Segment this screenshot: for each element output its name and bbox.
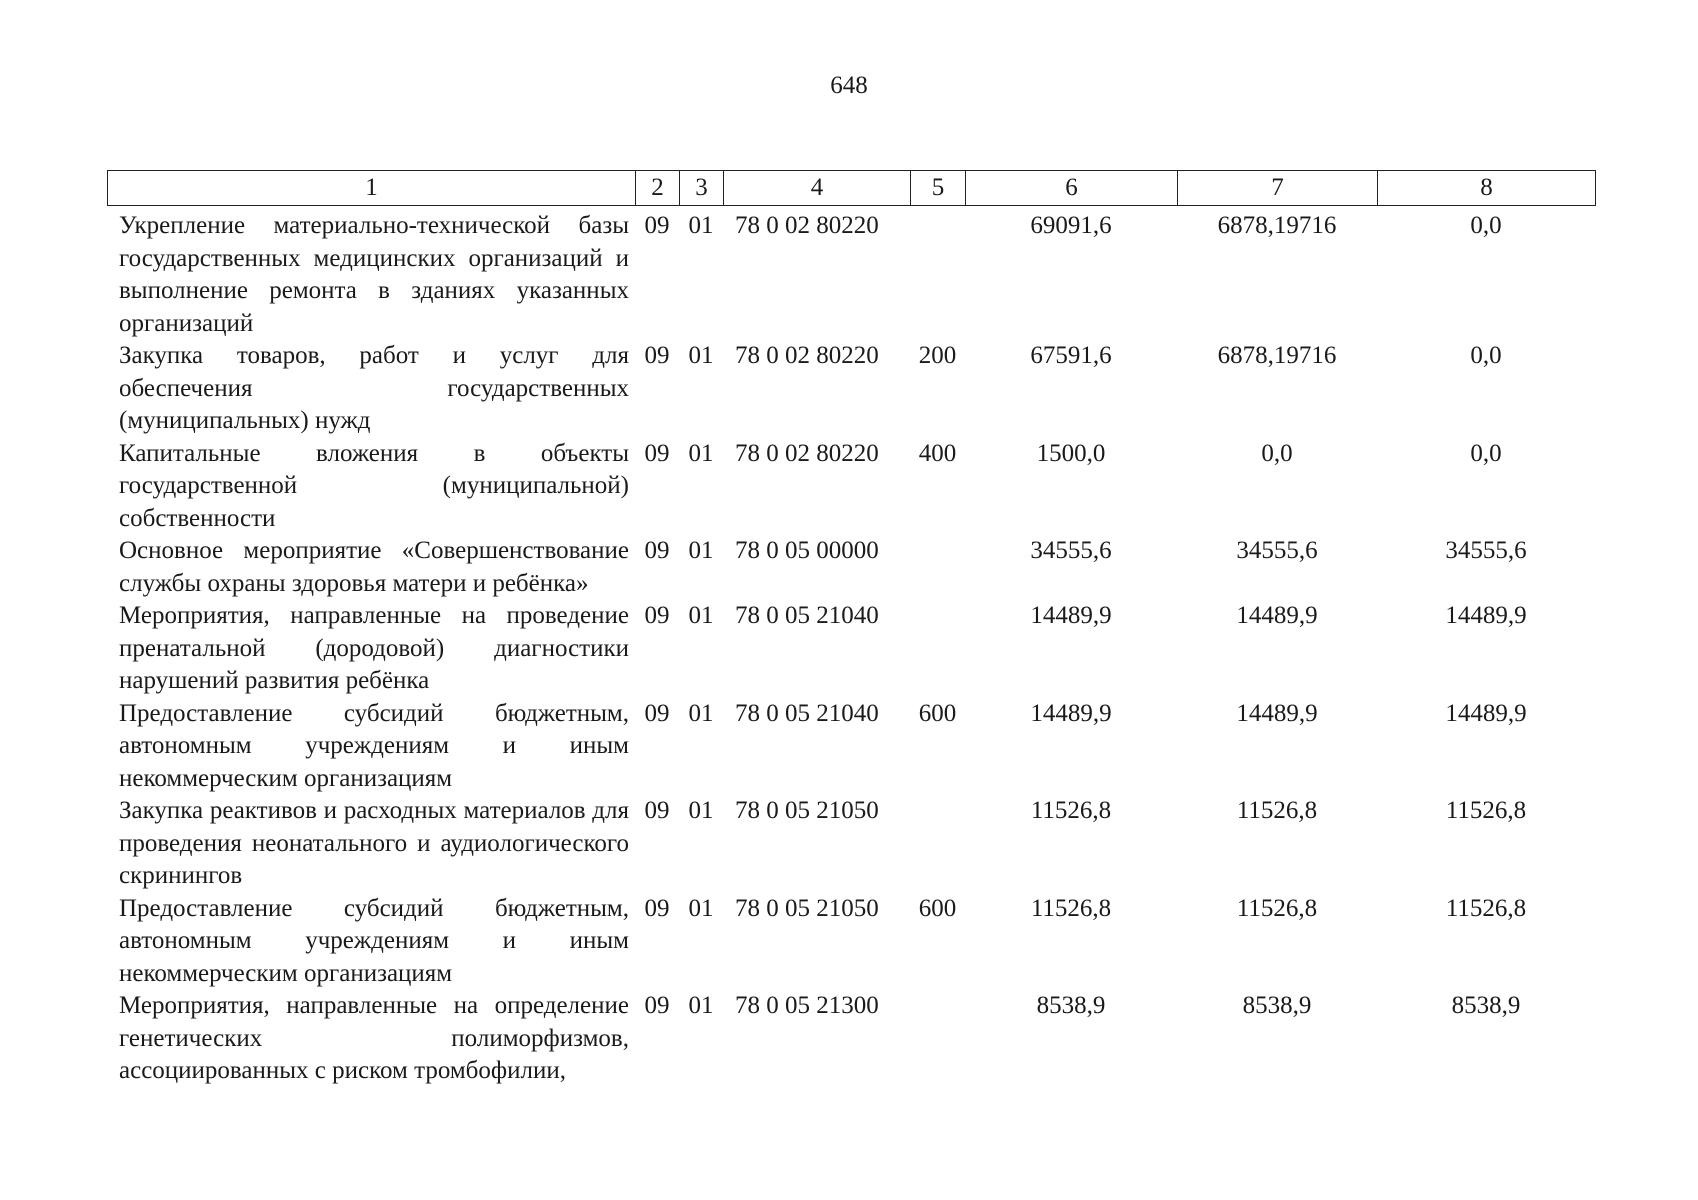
row-value-8: 0,0 <box>1470 342 1502 369</box>
row-target-article: 78 0 05 00000 <box>735 537 879 564</box>
row-target-article: 78 0 05 21050 <box>735 797 879 824</box>
row-value-7: 6878,19716 <box>1217 342 1337 369</box>
row-value-6: 8538,9 <box>1036 992 1106 1019</box>
header-col-8: 8 <box>1378 171 1596 206</box>
row-subsection: 01 <box>688 439 714 467</box>
row-name: Капитальные вложения в объекты государственной (муниципальной) собственности <box>119 439 629 532</box>
row-section: 09 <box>644 992 670 1019</box>
row-target-article: 78 0 02 80220 <box>735 439 879 467</box>
row-target-article: 78 0 05 21300 <box>735 992 879 1019</box>
row-value-6: 11526,8 <box>1030 894 1112 922</box>
row-section: 09 <box>644 439 670 467</box>
header-col-4: 4 <box>724 171 911 206</box>
row-target-article: 78 0 02 80220 <box>735 212 879 239</box>
table-row <box>107 438 1595 536</box>
row-subsection: 01 <box>688 699 714 727</box>
row-section: 09 <box>644 212 670 239</box>
row-expense-type: 600 <box>918 699 957 727</box>
row-expense-type <box>910 535 965 600</box>
row-subsection: 01 <box>688 602 714 629</box>
header-col-1: 1 <box>108 171 636 206</box>
row-target-article: 78 0 05 21050 <box>735 894 879 922</box>
row-expense-type <box>910 795 965 893</box>
row-value-8: 34555,6 <box>1445 537 1527 564</box>
row-value-7: 11526,8 <box>1236 894 1318 922</box>
table-body <box>107 210 1595 1088</box>
row-expense-type <box>910 990 965 1088</box>
row-subsection: 01 <box>688 797 714 824</box>
row-name: Основное мероприятие «Совершенствование службы охраны здоровья матери и ребёнка» <box>119 537 629 597</box>
row-expense-type <box>910 600 965 698</box>
row-subsection: 01 <box>688 537 714 564</box>
row-target-article: 78 0 05 21040 <box>735 602 879 629</box>
row-subsection: 01 <box>688 992 714 1019</box>
row-target-article: 78 0 02 80220 <box>735 342 879 369</box>
header-col-6: 6 <box>966 171 1178 206</box>
table-row <box>107 535 1595 600</box>
row-name: Закупка товаров, работ и услуг для обеспечения государственных (муниципальных) нужд <box>119 342 629 434</box>
row-value-6: 14489,9 <box>1030 602 1112 629</box>
row-value-8: 14489,9 <box>1445 602 1527 629</box>
row-section: 09 <box>644 894 670 922</box>
row-subsection: 01 <box>688 212 714 239</box>
row-value-7: 34555,6 <box>1236 537 1318 564</box>
row-value-7: 11526,8 <box>1236 797 1318 824</box>
row-expense-type: 600 <box>918 894 957 922</box>
row-value-6: 69091,6 <box>1030 212 1112 239</box>
row-value-7: 8538,9 <box>1242 992 1312 1019</box>
row-name: Предоставление субсидий бюджетным, автономным учреждениям и иным некоммерческим организациям <box>119 699 629 792</box>
row-section: 09 <box>644 797 670 824</box>
row-value-8: 8538,9 <box>1451 992 1521 1019</box>
row-subsection: 01 <box>688 894 714 922</box>
row-target-article: 78 0 05 21040 <box>735 699 879 727</box>
row-value-7: 6878,19716 <box>1217 212 1337 239</box>
row-expense-type: 200 <box>918 342 957 369</box>
row-section: 09 <box>644 537 670 564</box>
row-value-8: 11526,8 <box>1445 797 1527 824</box>
row-value-6: 67591,6 <box>1030 342 1112 369</box>
row-value-6: 1500,0 <box>1036 439 1106 467</box>
row-name: Предоставление субсидий бюджетным, автономным учреждениям и иным некоммерческим организациям <box>119 894 629 987</box>
row-value-8: 0,0 <box>1470 439 1502 467</box>
table-row <box>107 340 1595 438</box>
row-name: Укрепление материально-технической базы государственных медицинских организаций и выполнение ремонта в зданиях указанных организаций <box>119 212 629 337</box>
row-value-6: 11526,8 <box>1030 797 1112 824</box>
row-value-8: 0,0 <box>1470 212 1502 239</box>
row-value-7: 14489,9 <box>1236 602 1318 629</box>
header-col-2: 2 <box>636 171 680 206</box>
table-row <box>107 600 1595 698</box>
row-name: Закупка реактивов и расходных материалов для проведения неонатального и аудиологического скринингов <box>119 797 629 889</box>
row-expense-type: 400 <box>918 439 957 467</box>
table-header <box>107 170 1596 206</box>
table-row <box>107 795 1595 893</box>
row-name: Мероприятия, направленные на определение генетических полиморфизмов, ассоциированных с риском тромбофилии, <box>119 992 629 1084</box>
row-value-8: 11526,8 <box>1445 894 1527 922</box>
table-row <box>107 893 1595 991</box>
row-subsection: 01 <box>688 342 714 369</box>
header-col-3: 3 <box>680 171 724 206</box>
row-value-7: 14489,9 <box>1236 699 1318 727</box>
table-row <box>107 990 1595 1088</box>
header-row <box>108 171 1596 206</box>
row-value-7: 0,0 <box>1261 439 1293 467</box>
row-value-6: 14489,9 <box>1030 699 1112 727</box>
table-row <box>107 210 1595 340</box>
row-section: 09 <box>644 602 670 629</box>
table-row <box>107 698 1595 796</box>
row-name: Мероприятия, направленные на проведение пренатальной (дородовой) диагностики нарушений развития ребёнка <box>119 602 629 694</box>
row-expense-type <box>910 210 965 340</box>
row-value-8: 14489,9 <box>1445 699 1527 727</box>
row-section: 09 <box>644 699 670 727</box>
row-section: 09 <box>644 342 670 369</box>
header-col-5: 5 <box>911 171 966 206</box>
row-value-6: 34555,6 <box>1030 537 1112 564</box>
page-number: 648 <box>830 72 868 99</box>
header-col-7: 7 <box>1178 171 1378 206</box>
